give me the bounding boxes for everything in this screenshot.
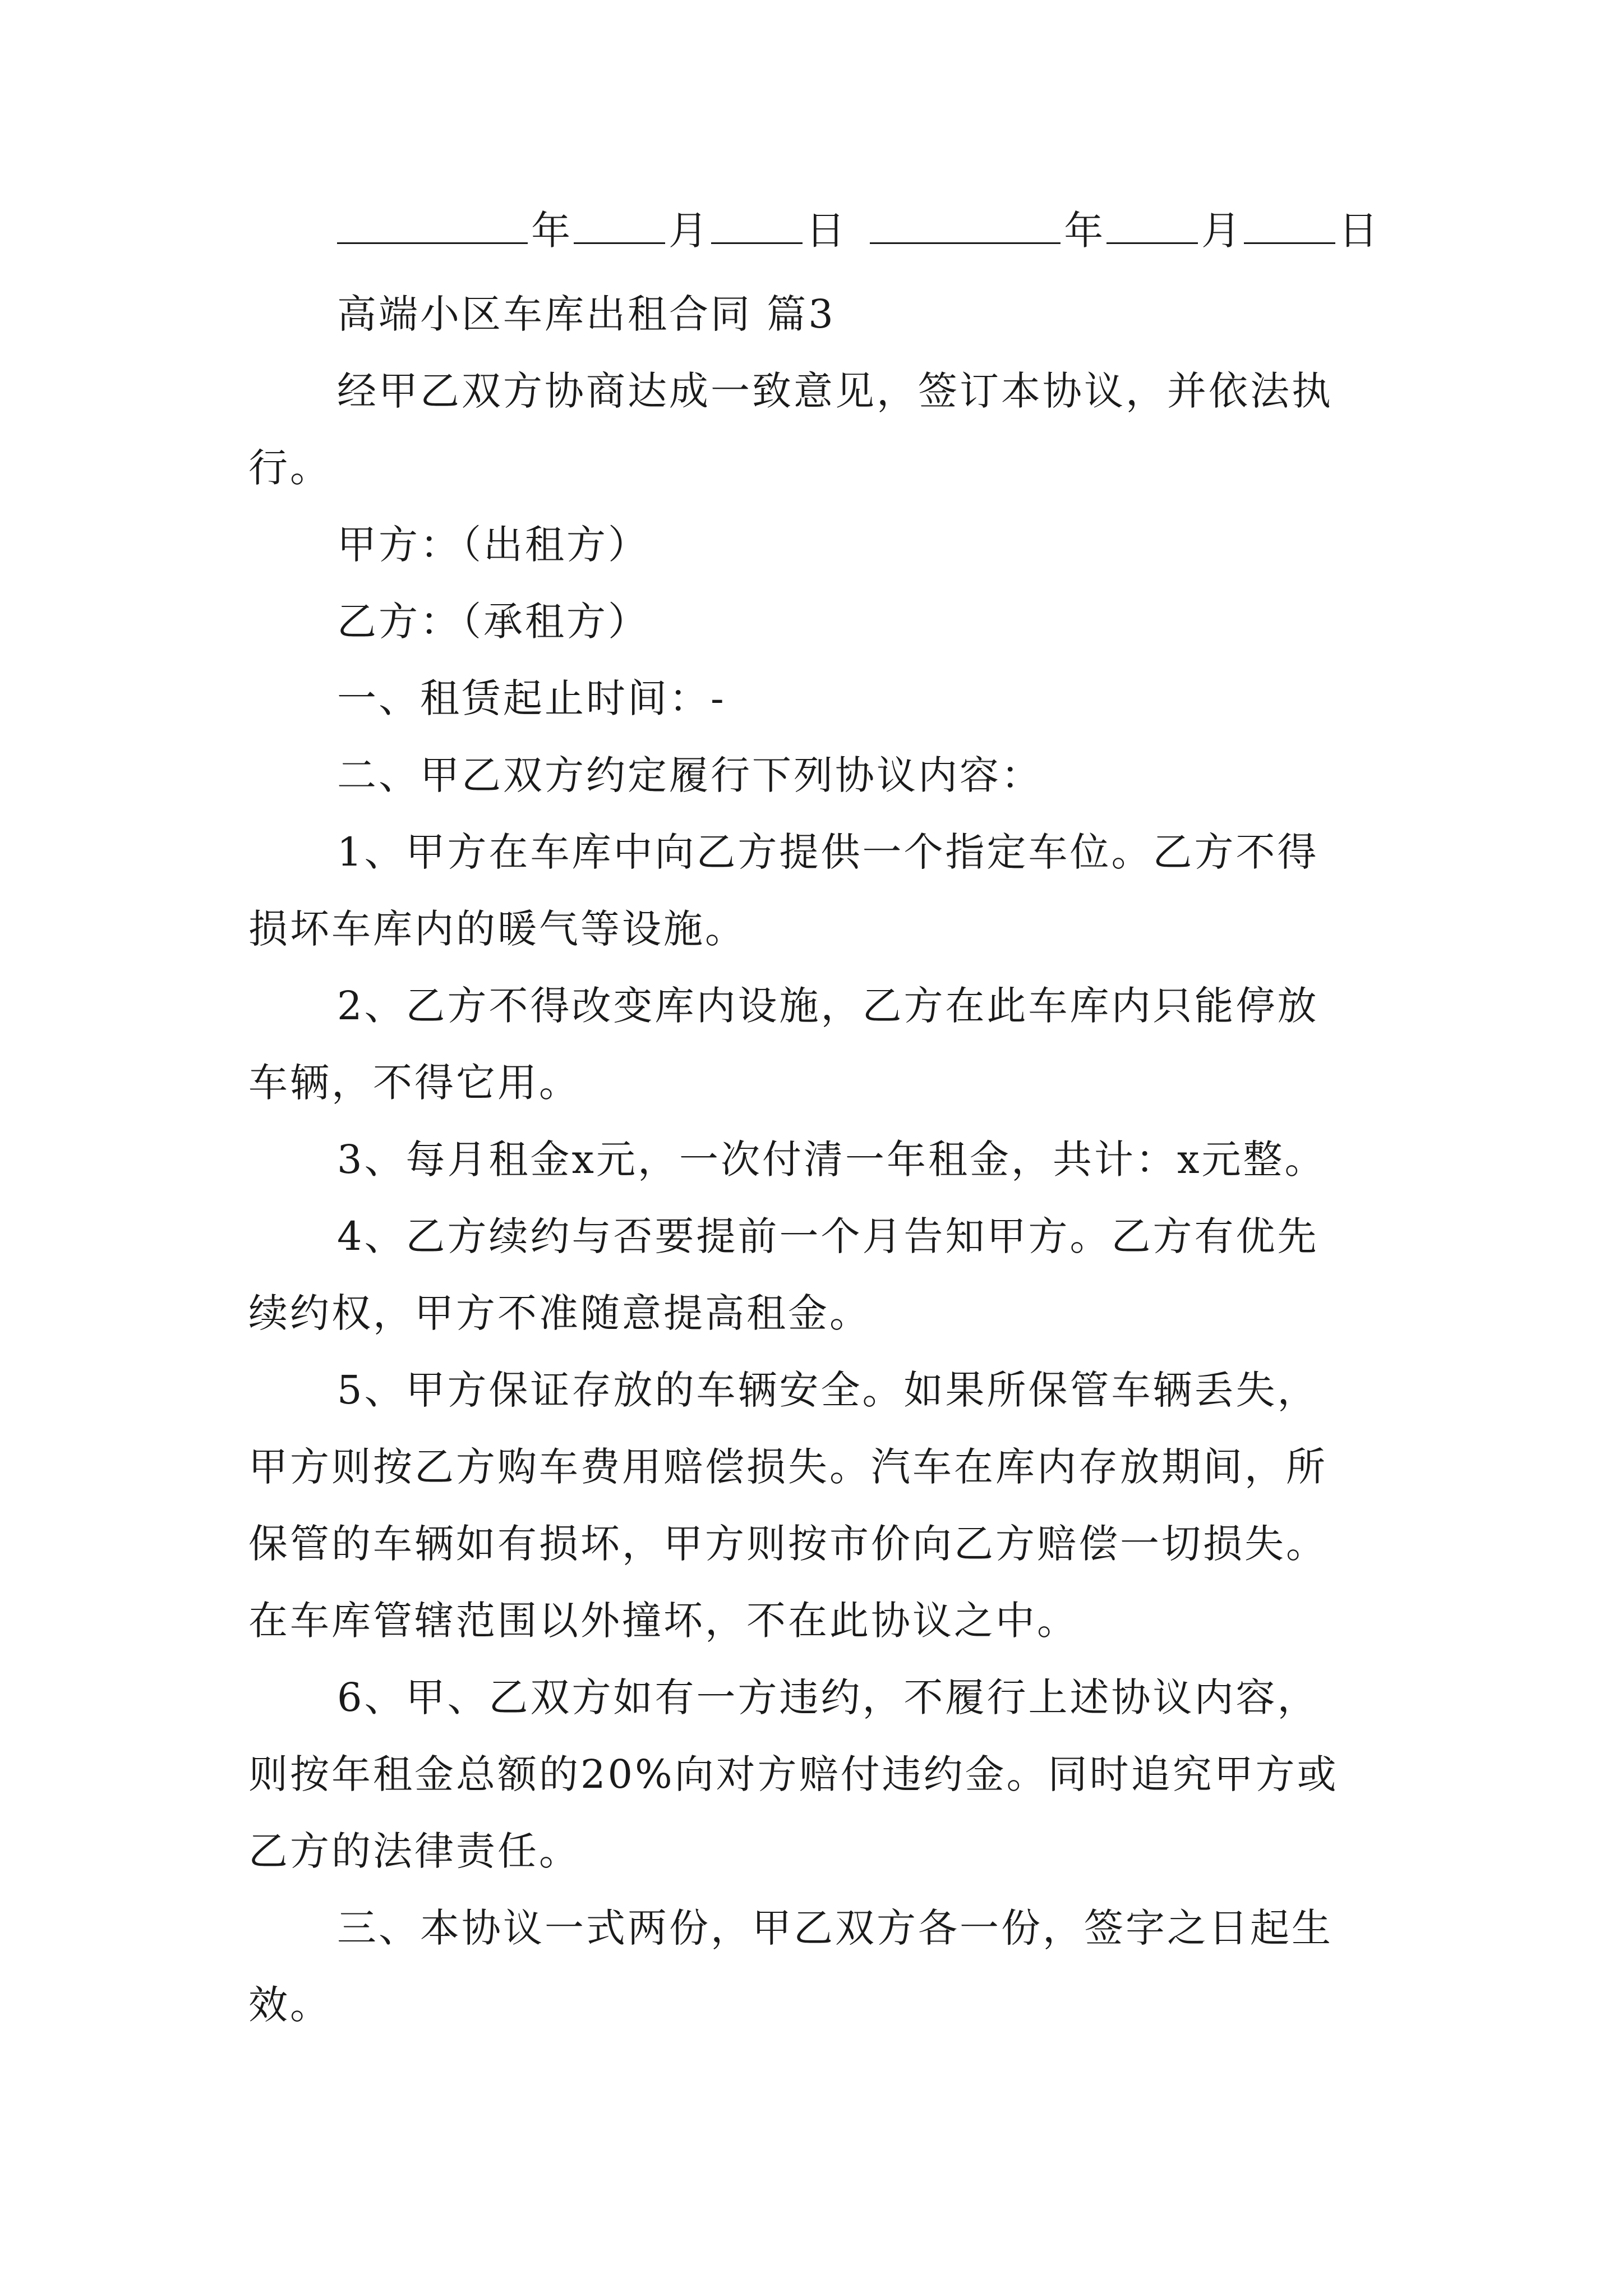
signature-date-line [248,199,1381,276]
year-blank [337,203,528,244]
text-line: 1、甲方在车库中向乙方提供一个指定车位。乙方不得 [337,829,1319,875]
text-line: 5、甲方保证存放的车辆安全。如果所保管车辆丢失， [337,1367,1319,1413]
text-line: 甲方：（出租方） [337,522,649,568]
text-line: 效。 [248,1982,331,2028]
month-label: 月 [668,208,708,254]
text-line: 经甲乙双方协商达成一致意见，签订本协议，并依法执 [337,368,1333,414]
text-line: 4、乙方续约与否要提前一个月告知甲方。乙方有优先 [337,1213,1319,1259]
text-line: 在车库管辖范围以外撞坏，不在此协议之中。 [248,1598,1078,1644]
text-line: 3、每月租金x元，一次付清一年租金，共计：x元整。 [337,1137,1326,1182]
text-line: 甲方则按乙方购车费用赔偿损失。汽车在库内存放期间，所 [248,1444,1327,1490]
document-body [248,199,1381,2044]
text-line: 三、本协议一式两份，甲乙双方各一份，签字之日起生 [337,1905,1333,1951]
year-label: 年 [531,208,571,254]
text-line: 二、甲乙双方约定履行下列协议内容： [337,752,1043,798]
text-line: 乙方：（承租方） [337,599,649,645]
text-line: 2、乙方不得改变库内设施，乙方在此车库内只能停放 [337,983,1319,1029]
day-label-2: 日 [1338,208,1378,254]
text-line: 保管的车辆如有损坏，甲方则按市价向乙方赔偿一切损失。 [248,1521,1327,1567]
year-blank-2 [870,203,1061,244]
text-line: 行。 [248,445,331,491]
text-line: 车辆，不得它用。 [248,1060,580,1106]
month-blank [574,203,665,244]
month-label-2: 月 [1201,208,1241,254]
day-label: 日 [805,208,845,254]
month-blank-2 [1106,203,1198,244]
day-blank [711,203,803,244]
section-title: 高端小区车库出租合同 篇3 [337,291,836,337]
text-line: 续约权，甲方不准随意提高租金。 [248,1290,871,1336]
text-line: 则按年租金总额的20%向对方赔付违约金。同时追究甲方或 [248,1751,1339,1797]
text-line: 6、甲、乙双方如有一方违约，不履行上述协议内容， [337,1674,1319,1720]
text-line: 一、租赁起止时间：- [337,675,726,721]
day-blank-2 [1244,203,1335,244]
text-line: 乙方的法律责任。 [248,1828,580,1874]
year-label-2: 年 [1064,208,1104,254]
contract-text [248,276,1381,2044]
text-line: 损坏车库内的暖气等设施。 [248,906,746,952]
